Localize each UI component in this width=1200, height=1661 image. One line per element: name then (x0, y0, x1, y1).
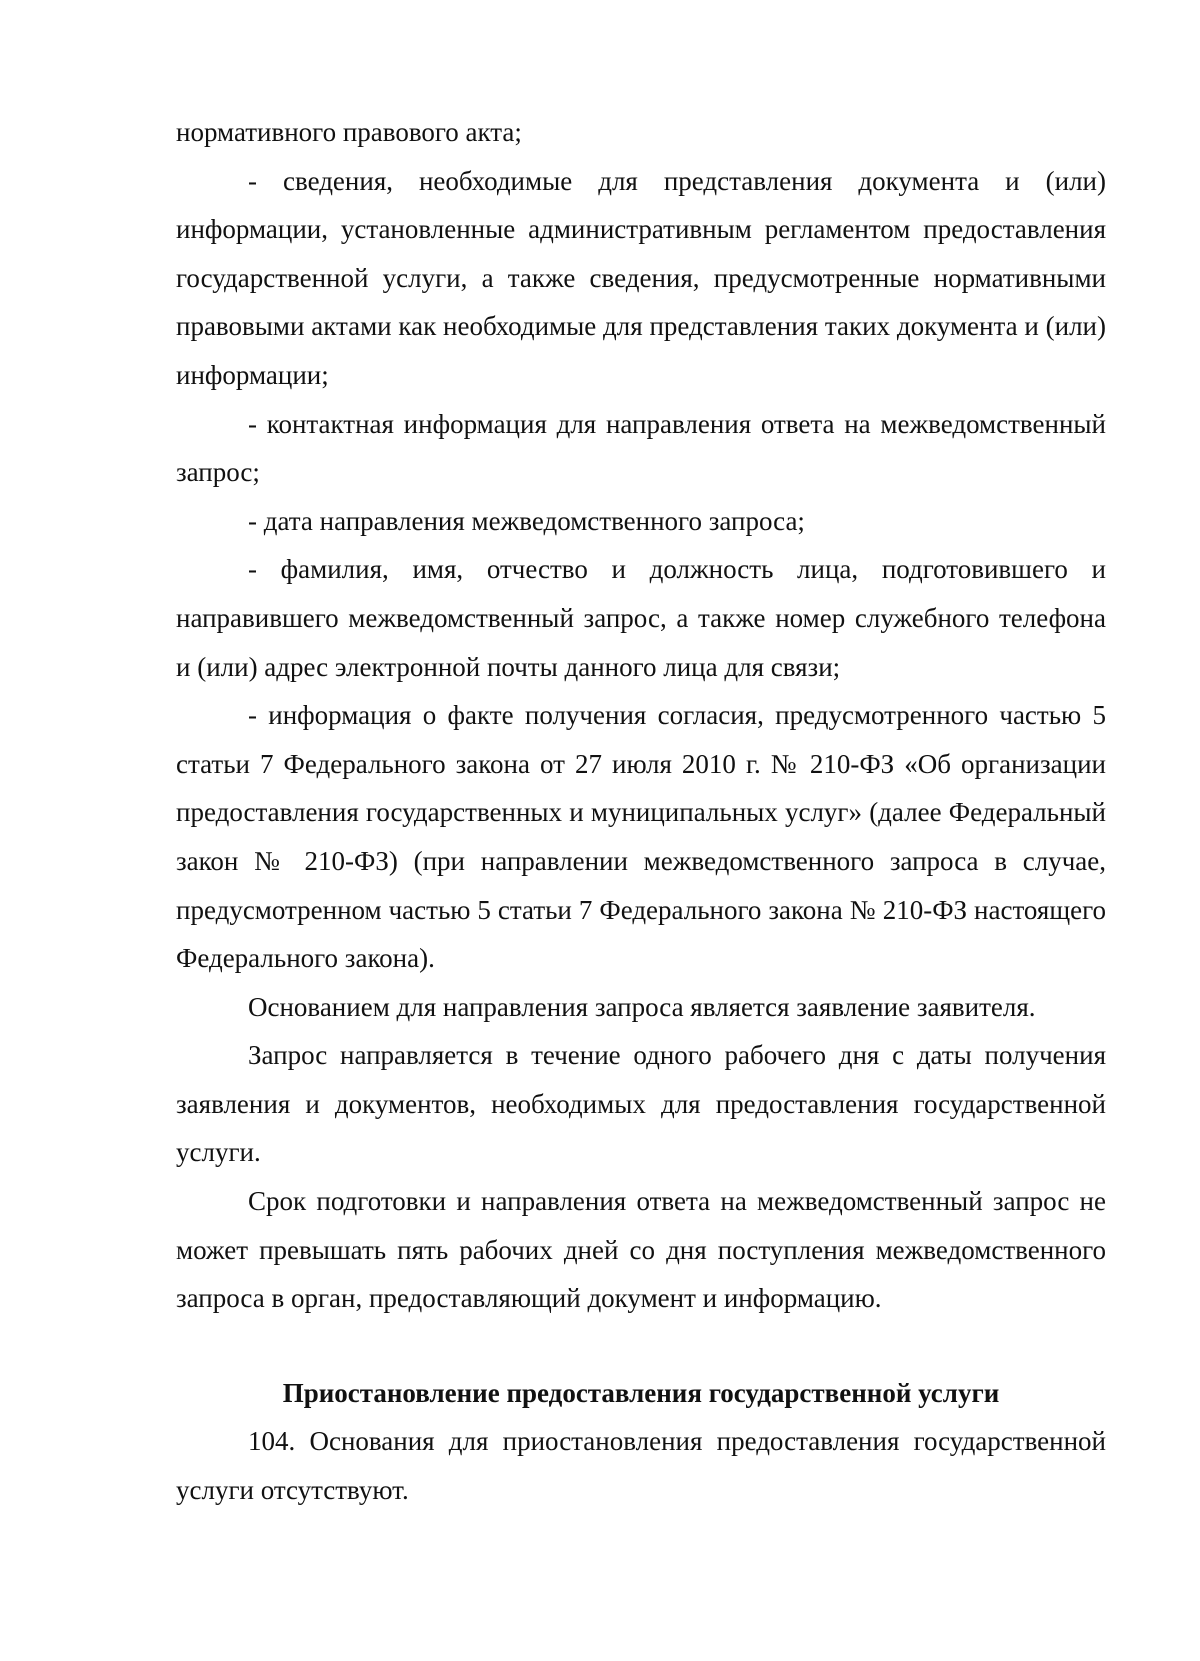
paragraph-contact-info: - контактная информация для направления ответа на межведомственный запрос; (176, 408, 1106, 488)
paragraph-response-deadline: Срок подготовки и направления ответа на межведомственный запрос не может превышать пять рабочих дней со дня поступления межведомственного запроса в орган, предоставляющий документ и информацию. (176, 1186, 1106, 1314)
paragraph-act-continuation: нормативного правового акта; (176, 117, 522, 147)
paragraph-document-info: - сведения, необходимые для представления документа и (или) информации, установленные административным регламентом предоставления государственной услуги, а также сведения, предусмотренные нормативными правовыми актами как необходимые для представления таких документа и (или) информации; (176, 165, 1106, 390)
section-heading: Приостановление предоставления государственной услуги (282, 1377, 1000, 1408)
paragraph-request-basis: Основанием для направления запроса является заявление заявителя. (248, 991, 1036, 1022)
paragraph-consent-info: - информация о факте получения согласия, предусмотренного частью 5 статьи 7 Федерального закона от 27 июля 2010 г. № 210-ФЗ «Об организации предоставления государственных и муниципальных услуг» (далее Федеральный закон № 210-ФЗ) (при направлении межведомственного запроса в случае, предусмотренном частью 5 статьи 7 Федерального закона № 210-ФЗ настоящего Федерального закона). (176, 700, 1106, 974)
paragraph-request-date: - дата направления межведомственного запроса; (248, 505, 805, 536)
paragraph-clause-104: 104. Основания для приостановления предоставления государственной услуги отсутствуют. (176, 1426, 1106, 1506)
paragraph-responsible-person: - фамилия, имя, отчество и должность лица, подготовившего и направившего межведомственный запрос, а также номер служебного телефона и (или) адрес электронной почты данного лица для связи; (176, 554, 1106, 682)
paragraph-request-timing: Запрос направляется в течение одного рабочего дня с даты получения заявления и документов, необходимых для предоставления государственной услуги. (176, 1040, 1106, 1168)
document-body (176, 108, 1106, 1515)
